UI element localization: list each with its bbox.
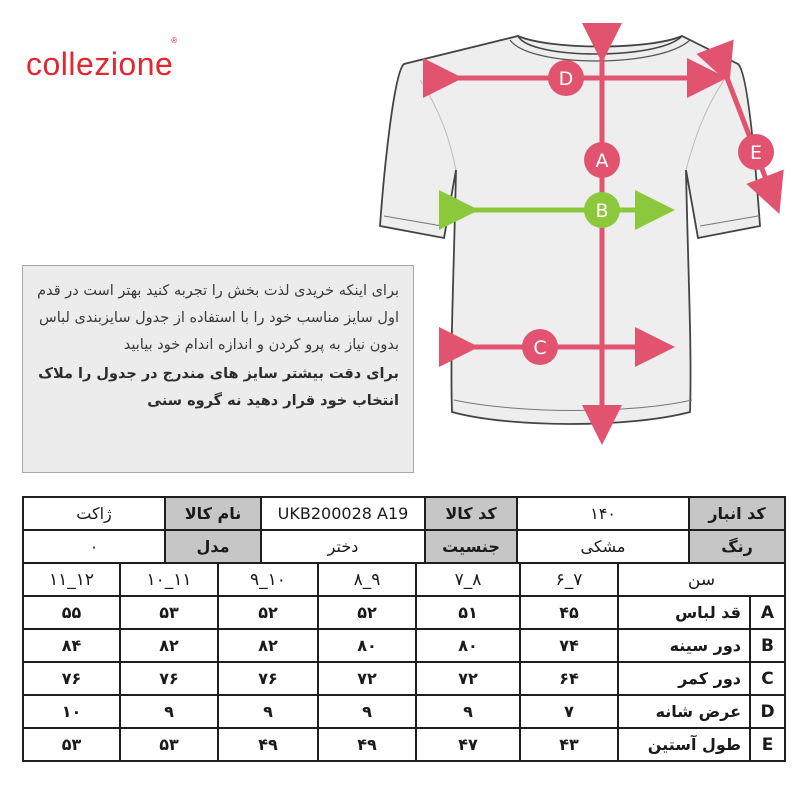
- age-col-6: ۱۱_۱۲: [23, 563, 120, 596]
- cell-e-4: ۴۹: [218, 728, 318, 761]
- cell-b-5: ۸۲: [120, 629, 218, 662]
- age-col-2: ۷_۸: [416, 563, 520, 596]
- gender-label: جنسیت: [425, 530, 517, 563]
- cell-b-3: ۸۰: [318, 629, 416, 662]
- note-paragraph-1: برای اینکه خریدی لذت بخش را تجربه کنید بهتر است در قدم اول سایز مناسب خود را با استفاده از جدول سایزبندی لباس بدون نیاز به پرو کردن و اندازه اندام خود بیابید: [37, 283, 399, 353]
- color-label: رنگ: [689, 530, 785, 563]
- cell-c-1: ۶۴: [520, 662, 618, 695]
- row-b-label: دور سینه: [618, 629, 750, 662]
- product-info-row-1: [23, 497, 785, 530]
- label-e: E: [749, 142, 763, 164]
- size-row-d: [23, 695, 785, 728]
- cell-b-6: ۸۴: [23, 629, 120, 662]
- age-col-1: ۶_۷: [520, 563, 618, 596]
- cell-e-1: ۴۳: [520, 728, 618, 761]
- row-c-letter: C: [750, 662, 785, 695]
- cell-d-5: ۹: [120, 695, 218, 728]
- note-paragraph-2: برای دقت بیشتر سایز های مندرج در جدول را ملاک انتخاب خود قرار دهید نه گروه سنی: [38, 366, 399, 409]
- cell-c-6: ۷۶: [23, 662, 120, 695]
- cell-a-6: ۵۵: [23, 596, 120, 629]
- cell-a-5: ۵۳: [120, 596, 218, 629]
- row-e-letter: E: [750, 728, 785, 761]
- registered-mark: ®: [171, 36, 178, 46]
- warehouse-code-value: ۱۴۰: [517, 497, 689, 530]
- size-row-e: [23, 728, 785, 761]
- size-row-a: [23, 596, 785, 629]
- product-code-label: کد کالا: [425, 497, 517, 530]
- label-d: D: [558, 68, 574, 90]
- cell-d-4: ۹: [218, 695, 318, 728]
- color-value: مشکی: [517, 530, 689, 563]
- product-name-label: نام کالا: [165, 497, 261, 530]
- cell-e-5: ۵۳: [120, 728, 218, 761]
- label-b: B: [595, 200, 609, 222]
- cell-e-2: ۴۷: [416, 728, 520, 761]
- model-label: مدل: [165, 530, 261, 563]
- cell-a-1: ۴۵: [520, 596, 618, 629]
- brand-logo: [26, 36, 180, 83]
- product-code-value: UKB200028 A19: [261, 497, 425, 530]
- row-a-letter: A: [750, 596, 785, 629]
- row-e-label: طول آستین: [618, 728, 750, 761]
- brand-name: collezione: [26, 46, 174, 82]
- label-a: A: [595, 150, 609, 172]
- warehouse-code-label: کد انبار: [689, 497, 785, 530]
- cell-c-5: ۷۶: [120, 662, 218, 695]
- size-header-row: [23, 563, 785, 596]
- size-row-b: [23, 629, 785, 662]
- cell-b-2: ۸۰: [416, 629, 520, 662]
- row-d-label: عرض شانه: [618, 695, 750, 728]
- tshirt-measurement-diagram: [360, 20, 800, 450]
- age-header-label: سن: [618, 563, 785, 596]
- cell-b-1: ۷۴: [520, 629, 618, 662]
- product-info-table: [22, 496, 786, 564]
- age-col-3: ۸_۹: [318, 563, 416, 596]
- size-guide-note: [22, 265, 414, 473]
- cell-d-6: ۱۰: [23, 695, 120, 728]
- cell-a-2: ۵۱: [416, 596, 520, 629]
- cell-d-1: ۷: [520, 695, 618, 728]
- row-b-letter: B: [750, 629, 785, 662]
- age-col-4: ۹_۱۰: [218, 563, 318, 596]
- size-chart-table: [22, 562, 786, 762]
- cell-b-4: ۸۲: [218, 629, 318, 662]
- row-c-label: دور کمر: [618, 662, 750, 695]
- cell-e-3: ۴۹: [318, 728, 416, 761]
- product-info-row-2: [23, 530, 785, 563]
- row-a-label: قد لباس: [618, 596, 750, 629]
- cell-a-4: ۵۲: [218, 596, 318, 629]
- cell-c-3: ۷۲: [318, 662, 416, 695]
- product-name-value: ژاکت: [23, 497, 165, 530]
- label-c: C: [533, 337, 547, 359]
- cell-c-4: ۷۶: [218, 662, 318, 695]
- gender-value: دختر: [261, 530, 425, 563]
- cell-d-2: ۹: [416, 695, 520, 728]
- cell-a-3: ۵۲: [318, 596, 416, 629]
- model-value: ۰: [23, 530, 165, 563]
- cell-c-2: ۷۲: [416, 662, 520, 695]
- size-row-c: [23, 662, 785, 695]
- row-d-letter: D: [750, 695, 785, 728]
- cell-e-6: ۵۳: [23, 728, 120, 761]
- cell-d-3: ۹: [318, 695, 416, 728]
- age-col-5: ۱۰_۱۱: [120, 563, 218, 596]
